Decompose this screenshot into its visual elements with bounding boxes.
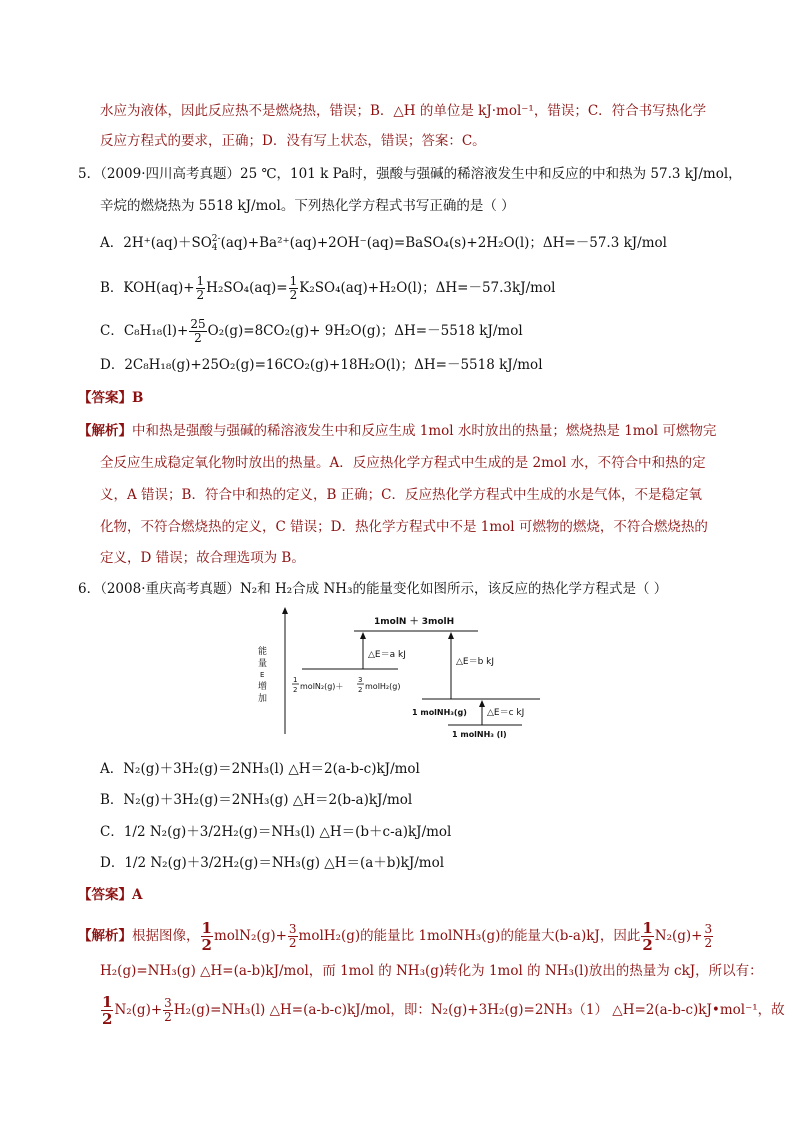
axis-label-3: E [260,671,265,679]
atoms-level-label: 1molN ＋ 3molH [374,617,455,627]
reactant-frac-den-2: 2 [358,686,363,694]
q5-option-a: A．2H⁺(aq)＋SO 2- 4 (aq)+Ba²⁺(aq)+2OH⁻(aq)=BaSO₄(s)+2H₂O(l)；ΔH=－57.3 kJ/mol [100,233,667,253]
reactant-label-b: molH₂(g) [365,682,401,691]
energy-diagram-svg [250,604,550,744]
q6-stem: 6．（2008·重庆高考真题）N₂和 H₂合成 NH₃的能量变化如图所示，该反应的热化学方程式是（ ） [78,581,668,597]
axis-label-2: 量 [258,659,268,669]
q5-option-b: B．KOH(aq)+ $\frac{1}{2}$ H₂SO₄(aq)= $\frac{1}{2}$ K₂SO₄(aq)+H₂O(l)；ΔH=－57.3kJ/mol [100,274,556,302]
fraction-25-2: $\frac{25}{2}$ [190,317,206,345]
q5-analysis-line-5: 定义，D 错误；故合理选项为 B。 [100,550,305,566]
q5-analysis-line-4: 化物，不符合燃烧热的定义，C 错误；D．热化学方程式中不是 1mol 可燃物的燃烧，不符合燃烧热的 [100,519,708,535]
fraction-1-2: $\frac{1}{2}$ [642,919,653,954]
q6-analysis-line-1: 【解析】根据图像， $\frac{1}{2}$ molN₂(g)+ $\frac{3}{2}$ molH₂(g)的能量比 1molNH₃(g)的能量大(b-a)kJ，因此 $\frac{1}{2}$ N₂(g)+ $\frac{3}{2}$ [78,919,713,954]
fraction-half: $\frac{1}{2}$ [196,274,205,302]
q6-option-b: B．N₂(g)＋3H₂(g)＝2NH₃(g) △H＝2(b-a)kJ/mol [100,792,413,808]
axis-label-4: 增 [258,682,268,692]
delta-b-arrowhead [448,632,454,639]
fraction-1-2: $\frac{1}{2}$ [201,919,212,954]
q5-answer: 【答案】B [78,390,144,406]
q5-stem-line-1: 5．（2009·四川高考真题）25 ℃，101 k Pa时，强酸与强碱的稀溶液发生中和反应的中和热为 57.3 kJ/mol， [78,166,742,182]
q5-option-c: C．C₈H₁₈(l)+ $\frac{25}{2}$ O₂(g)=8CO₂(g)+ 9H₂O(g)；ΔH=－5518 kJ/mol [100,317,523,345]
sulfate-ion: SO 2- 4 [191,233,221,253]
delta-c-arrowhead [479,700,485,707]
delta-c-label: △E＝c kJ [487,708,525,718]
energy-axis-arrowhead [282,607,288,614]
reactant-label-a: molN₂(g)＋ [300,682,344,691]
q5-option-d: D．2C₈H₁₈(g)+25O₂(g)=16CO₂(g)+18H₂O(l)；ΔH=－5518 kJ/mol [100,357,543,373]
fraction-3-2: $\frac{3}{2}$ [164,996,172,1024]
axis-label-1: 能 [258,647,268,657]
delta-a-arrowhead [360,632,366,639]
q6-answer: 【答案】A [78,887,143,903]
fraction-3-2: $\frac{3}{2}$ [704,922,713,950]
prev-answer-line-2: 反应方程式的要求，正确；D．没有写上状态，错误；答案：C。 [100,133,486,149]
q6-option-a: A．N₂(g)＋3H₂(g)＝2NH₃(l) △H＝2(a-b-c)kJ/mol [100,761,420,777]
delta-a-label: △E＝a kJ [368,650,406,660]
fraction-3-2: $\frac{3}{2}$ [288,922,297,950]
reactant-frac-num-1: 1 [293,676,298,684]
q5-analysis-line-2: 全反应生成稳定氧化物时放出的热量。A．反应热化学方程式中生成的是 2mol 水，不符合中和热的定 [100,455,706,471]
q6-option-c: C．1/2 N₂(g)＋3/2H₂(g)＝NH₃(l) △H＝(b＋c-a)kJ/mol [100,824,452,840]
fraction-1-2: $\frac{1}{2}$ [102,993,113,1028]
q5-stem-line-2: 辛烷的燃烧热为 5518 kJ/mol。下列热化学方程式书写正确的是（ ） [100,198,515,214]
reactant-frac-num-2: 3 [358,676,363,684]
q6-option-d: D．1/2 N₂(g)＋3/2H₂(g)＝NH₃(g) △H＝(a＋b)kJ/mol [100,855,445,871]
q6-analysis-line-3: $\frac{1}{2}$ N₂(g)+ $\frac{3}{2}$ H₂(g)=NH₃(l) △H=(a-b-c)kJ/mol，即：N₂(g)+3H₂(g)=2NH₃（1） △H=2(a-b-c)kJ•mol⁻¹，故 [102,993,785,1028]
q5-analysis-line-1: 【解析】中和热是强酸与强碱的稀溶液发生中和反应生成 1mol 水时放出的热量；燃烧热是 1mol 可燃物完 [78,423,717,439]
fraction-half: $\frac{1}{2}$ [289,274,298,302]
prev-answer-line-1: 水应为液体，因此反应热不是燃烧热，错误；B．△H 的单位是 kJ·mol⁻¹，错误；C．符合书写热化学 [100,103,707,119]
nh3-gas-label: 1 molNH₃(g) [412,708,467,717]
q5-analysis-line-3: 义，A 错误；B．符合中和热的定义，B 正确；C．反应热化学方程式中生成的水是气体，不是稳定氧 [100,487,703,503]
energy-level-diagram [250,604,550,744]
q6-analysis-line-2: H₂(g)=NH₃(g) △H=(a-b)kJ/mol，而 1mol 的 NH₃(g)转化为 1mol 的 NH₃(l)放出的热量为 ckJ，所以有： [100,963,763,979]
axis-label-5: 加 [258,694,268,704]
delta-b-label: △E＝b kJ [456,657,495,667]
nh3-liquid-label: 1 molNH₃ (l) [452,730,507,739]
reactant-frac-den-1: 2 [293,686,298,694]
